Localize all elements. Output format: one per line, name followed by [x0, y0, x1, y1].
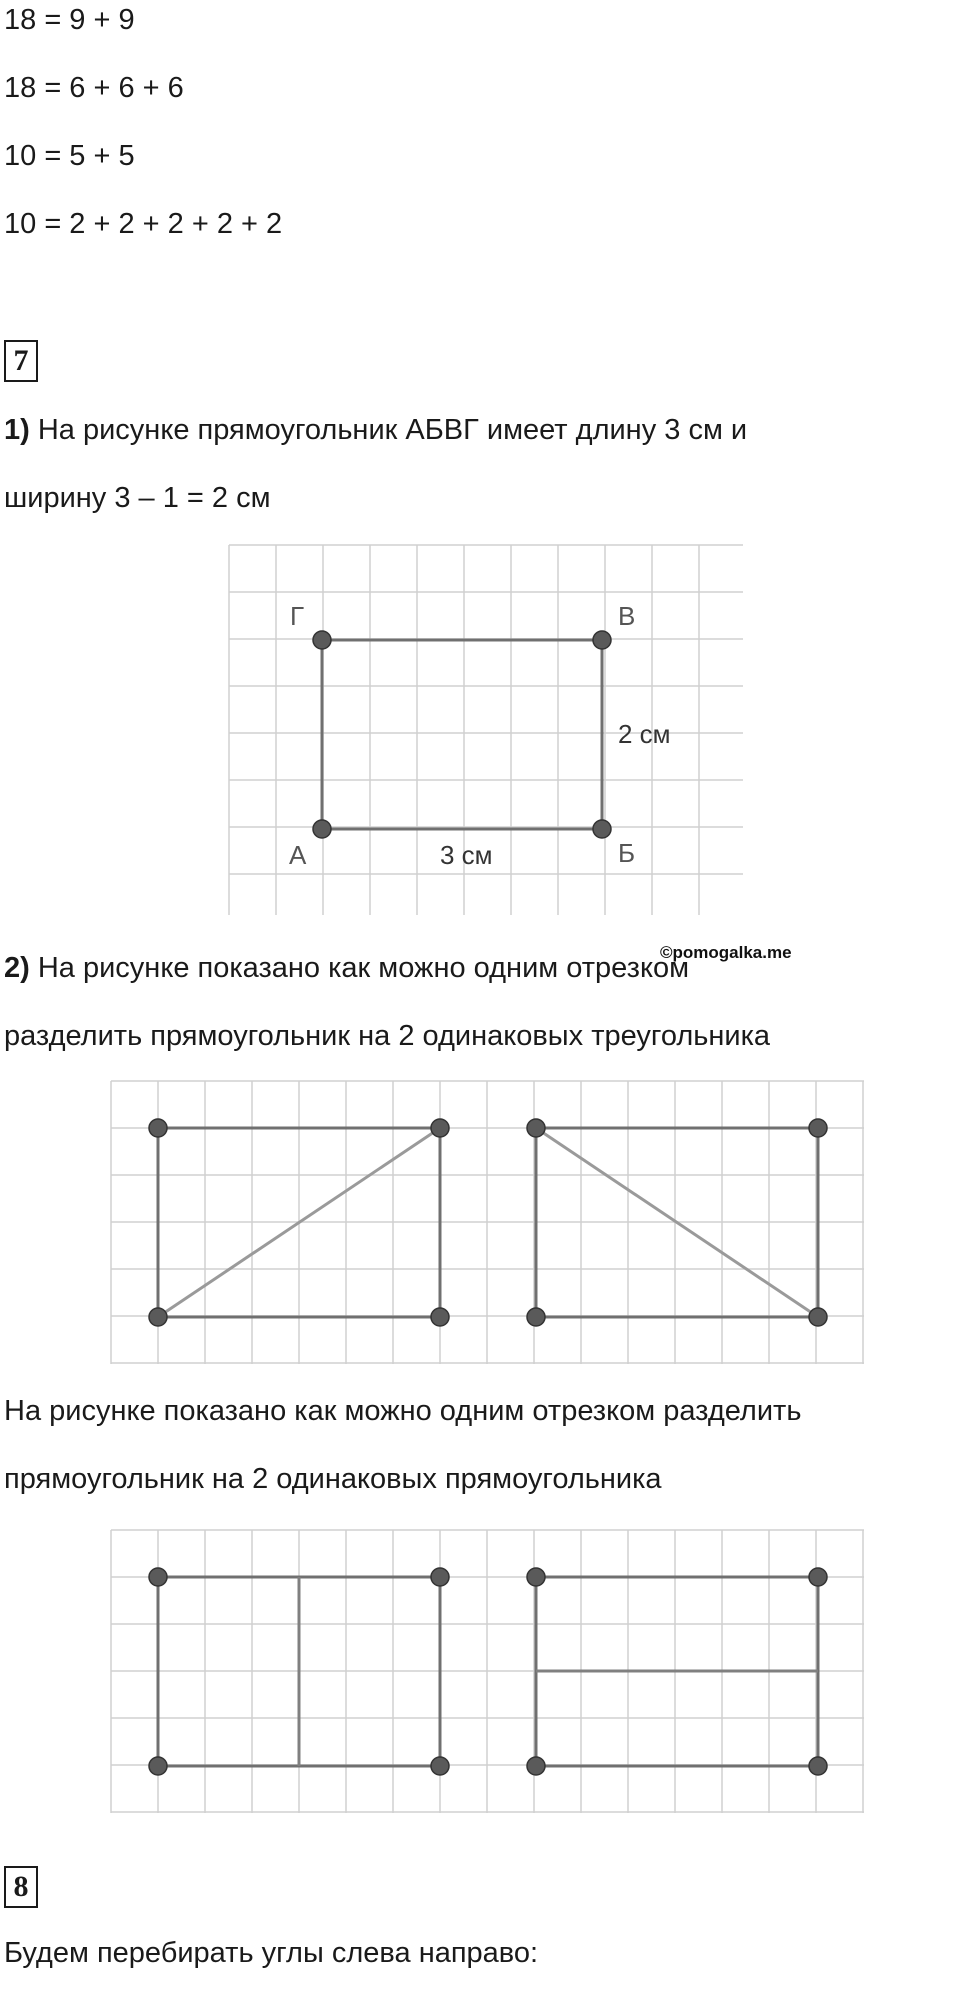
vertex-g-label: Г: [290, 601, 305, 631]
task-7-number: 7: [4, 340, 38, 382]
equation-2: 18 = 6 + 6 + 6: [4, 72, 184, 104]
task-7-part2-line4: прямоугольник на 2 одинаковых прямоугольника: [4, 1463, 662, 1495]
right-rect2-dot-bl: [527, 1757, 545, 1775]
left-rect2-dot-tl: [149, 1568, 167, 1586]
left-rect2-dot-tr: [431, 1568, 449, 1586]
right-rect2-dot-br: [809, 1757, 827, 1775]
task-7-part2-line2: разделить прямоугольник на 2 одинаковых треугольника: [4, 1020, 771, 1052]
length-label: 3 см: [440, 840, 493, 870]
watermark: ©pomogalka.me: [660, 943, 792, 962]
width-label: 2 см: [618, 719, 671, 749]
task-8-line1: Будем перебирать углы слева направо:: [4, 1937, 539, 1969]
task-8-number: 8: [4, 1866, 38, 1908]
task-7-part2-text: На рисунке показано как можно одним отрезком: [29, 952, 690, 984]
left-rect2-dot-br: [431, 1757, 449, 1775]
rect-split-right: [527, 1568, 827, 1775]
right-rect2-dot-tl: [527, 1568, 545, 1586]
task-7-part2-marker: 2): [4, 952, 30, 984]
task-7-part1-marker: 1): [4, 414, 30, 446]
task-7-part1-text: На рисунке прямоугольник АБВГ имеет длину 3 см и: [29, 414, 748, 446]
equation-4: 10 = 2 + 2 + 2 + 2 + 2: [4, 208, 283, 240]
task-7-part2-line3: На рисунке показано как можно одним отрезком разделить: [4, 1395, 802, 1427]
vertex-a-label: А: [289, 840, 307, 870]
right-rect2-dot-tr: [809, 1568, 827, 1586]
equation-1: 18 = 9 + 9: [4, 4, 135, 36]
left-rect2-dot-bl: [149, 1757, 167, 1775]
equation-3: 10 = 5 + 5: [4, 140, 135, 172]
task-7-part1-line2: ширину 3 – 1 = 2 см: [4, 482, 271, 514]
vertex-v-label: В: [618, 601, 636, 631]
vertex-b-label: Б: [618, 838, 636, 868]
